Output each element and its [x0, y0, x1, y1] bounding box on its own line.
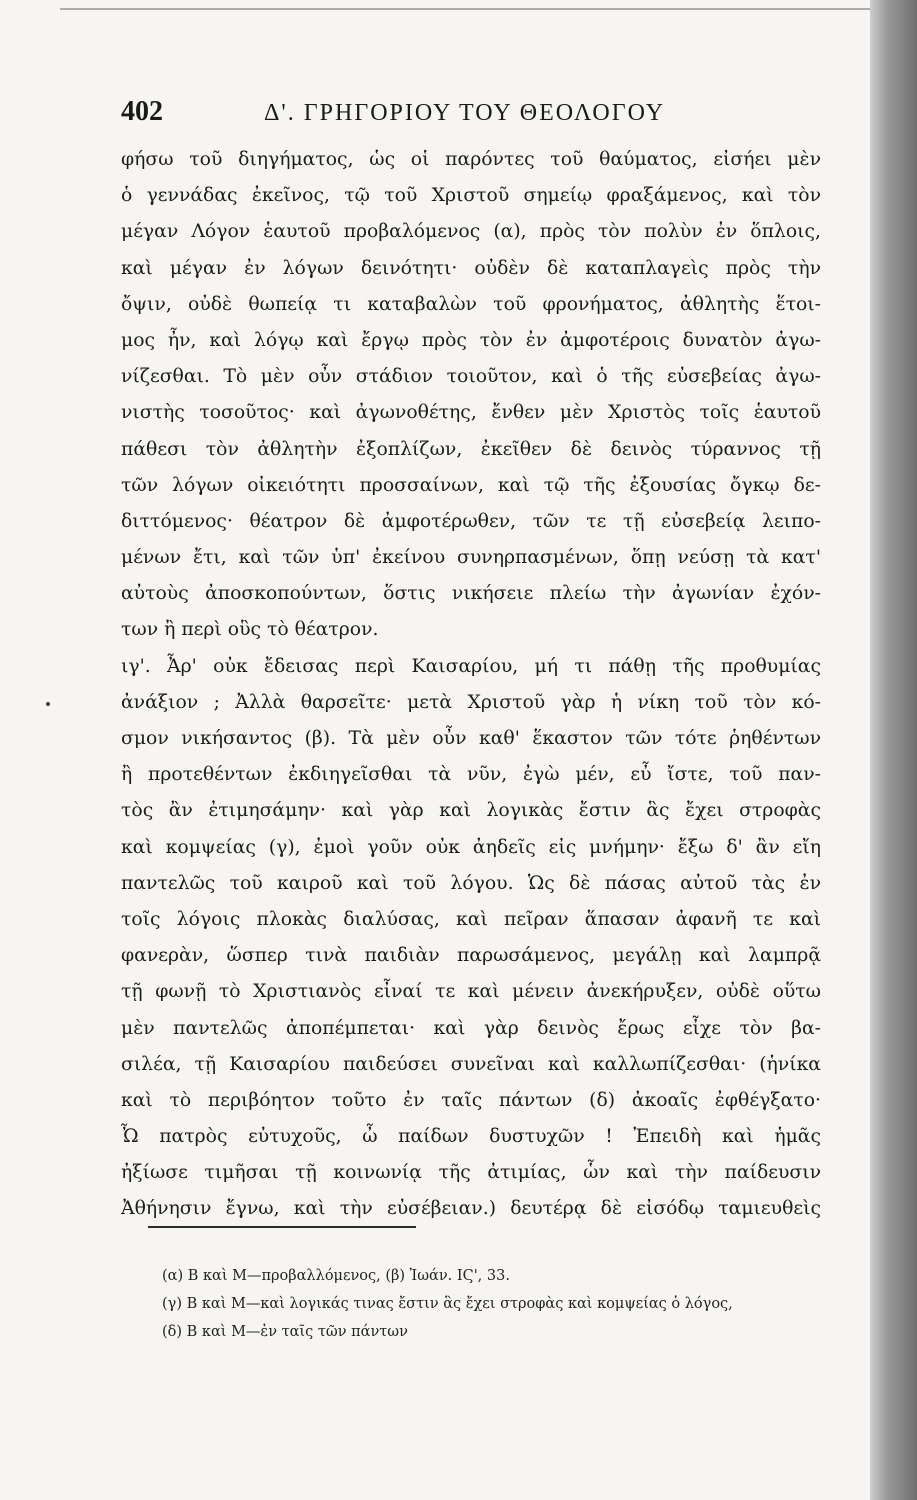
text-line: καὶ μέγαν ἐν λόγων δεινότητι· οὐδὲν δὲ καταπλαγεὶς πρὸς τὴν — [121, 257, 821, 279]
text-line: μὲν παντελῶς ἀποπέμπεται· καὶ γὰρ δεινὸς ἔρως εἶχε τὸν βα- — [121, 1017, 821, 1039]
margin-speck — [46, 702, 50, 706]
text-line: ἀνάξιον ; Ἀλλὰ θαρσεῖτε· μετὰ Χριστοῦ γὰρ ἡ νίκη τοῦ τὸν κό- — [121, 691, 821, 713]
text-line: τοῖς λόγοις πλοκὰς διαλύσας, καὶ πεῖραν ἅπασαν ἀφανῆ τε καὶ — [121, 908, 821, 930]
scanner-edge-shadow — [870, 0, 917, 1500]
text-line: ἢ προτεθέντων ἐκδιηγεῖσθαι τὰ νῦν, ἐγὼ μέν, εὖ ἴστε, τοῦ παν- — [121, 764, 821, 786]
running-title: Δ'. ΓΡΗΓΟΡΙΟΥ ΤΟΥ ΘΕΟΛΟΓΟΥ — [264, 100, 666, 126]
text-line: των ἢ περὶ οὓς τὸ θέατρον. — [121, 619, 379, 641]
text-line: διττόμενος· θέατρον δὲ ἀμφοτέρωθεν, τῶν τε τῇ εὐσεβείᾳ λειπο- — [121, 510, 821, 532]
text-line: αὐτοὺς ἀποσκοπούντων, ὅστις νικήσειε πλείω τὴν ἀγωνίαν ἐχόν- — [121, 583, 821, 605]
text-line: νίζεσθαι. Τὸ μὲν οὖν στάδιον τοιοῦτον, καὶ ὁ τῆς εὐσεβείας ἀγω- — [121, 366, 821, 388]
page-header — [121, 96, 841, 136]
text-line: φήσω τοῦ διηγήματος, ὡς οἱ παρόντες τοῦ θαύματος, εἰσήει μὲν — [121, 149, 821, 170]
text-line: καὶ κομψείας (γ), ἐμοὶ γοῦν οὐκ ἀηδεῖς εἰς μνήμην· ἔξω δ' ἂν εἴη — [121, 836, 821, 858]
text-line: ὄψιν, οὐδὲ θωπείᾳ τι καταβαλὼν τοῦ φρονήματος, ἀθλητὴς ἕτοι- — [121, 293, 821, 315]
footnote: (α) Β καὶ Μ—προβαλλόμενος, (β) Ἰωάν. ΙϚ', 33. — [162, 1268, 510, 1284]
text-line: τῶν λόγων οἰκειότητι προσσαίνων, καὶ τῷ τῆς ἐξουσίας ὄγκῳ δε- — [121, 474, 821, 496]
text-line: φανερὰν, ὥσπερ τινὰ παιδιὰν παρωσάμενος, μεγάλῃ καὶ λαμπρᾷ — [121, 945, 821, 967]
page-number: 402 — [121, 96, 163, 127]
text-line: Ἀθήνησιν ἔγνω, καὶ τὴν εὐσέβειαν.) δευτέρᾳ δὲ εἰσόδῳ ταμιευθεὶς — [121, 1198, 821, 1220]
body-text — [121, 142, 821, 1228]
text-line: πάθεσι τὸν ἀθλητὴν ἐξοπλίζων, ἐκεῖθεν δὲ δεινὸς τύραννος τῇ — [121, 438, 821, 460]
section-start-line: ιγ'. Ἆρ' οὐκ ἔδεισας περὶ Καισαρίου, μή τι πάθῃ τῆς προθυμίας — [121, 655, 821, 677]
footnotes — [162, 1262, 842, 1346]
text-line: ὁ γεννάδας ἐκεῖνος, τῷ τοῦ Χριστοῦ σημείῳ φραξάμενος, καὶ τὸν — [121, 185, 821, 207]
text-line: Ὦ πατρὸς εὐτυχοῦς, ὦ παίδων δυστυχῶν ! Ἐπειδὴ καὶ ἡμᾶς — [121, 1126, 821, 1148]
text-line: σιλέα, τῇ Καισαρίου παιδεύσει συνεῖναι καὶ καλλωπίζεσθαι· (ἡνίκα — [121, 1053, 821, 1075]
footnote: (δ) Β καὶ Μ—ἐν ταῖς τῶν πάντων — [162, 1324, 408, 1340]
text-line: τῇ φωνῇ τὸ Χριστιανὸς εἶναί τε καὶ μένειν ἀνεκήρυξεν, οὐδὲ οὕτω — [121, 981, 821, 1003]
top-edge-shadow — [60, 8, 870, 10]
text-line: παντελῶς τοῦ καιροῦ καὶ τοῦ λόγου. Ὡς δὲ πάσας αὐτοῦ τὰς ἐν — [121, 872, 821, 894]
text-line: μέγαν Λόγον ἑαυτοῦ προβαλόμενος (α), πρὸς τὸν πολὺν ἐν ὅπλοις, — [121, 221, 821, 243]
text-line: καὶ τὸ περιβόητον τοῦτο ἐν ταῖς πάντων (δ) ἀκοαῖς ἐφθέγξατο· — [121, 1089, 821, 1111]
footnote: (γ) Β καὶ Μ—καὶ λογικάς τινας ἔστιν ἃς ἔχει στροφὰς καὶ κομψείας ὁ λόγος, — [162, 1296, 733, 1312]
text-line: μος ἦν, καὶ λόγῳ καὶ ἔργῳ πρὸς τὸν ἐν ἀμφοτέροις δυνατὸν ἀγω- — [121, 329, 821, 351]
text-line: μένων ἔτι, καὶ τῶν ὑπ' ἐκείνου συνηρπασμένων, ὅπῃ νεύσῃ τὰ κατ' — [121, 547, 821, 569]
text-line: νιστὴς τοσοῦτος· καὶ ἀγωνοθέτης, ἔνθεν μὲν Χριστὸς τοῖς ἑαυτοῦ — [121, 402, 821, 424]
text-line: ἠξίωσε τιμῆσαι τῇ κοινωνίᾳ τῆς ἀτιμίας, ὧν καὶ τὴν παίδευσιν — [121, 1162, 821, 1184]
text-line: σμον νικήσαντος (β). Τὰ μὲν οὖν καθ' ἕκαστον τῶν τότε ῥηθέντων — [121, 728, 821, 749]
text-line: τὸς ἂν ἐτιμησάμην· καὶ γὰρ καὶ λογικὰς ἔστιν ἃς ἔχει στροφὰς — [121, 800, 821, 822]
footnote-separator — [148, 1226, 416, 1228]
